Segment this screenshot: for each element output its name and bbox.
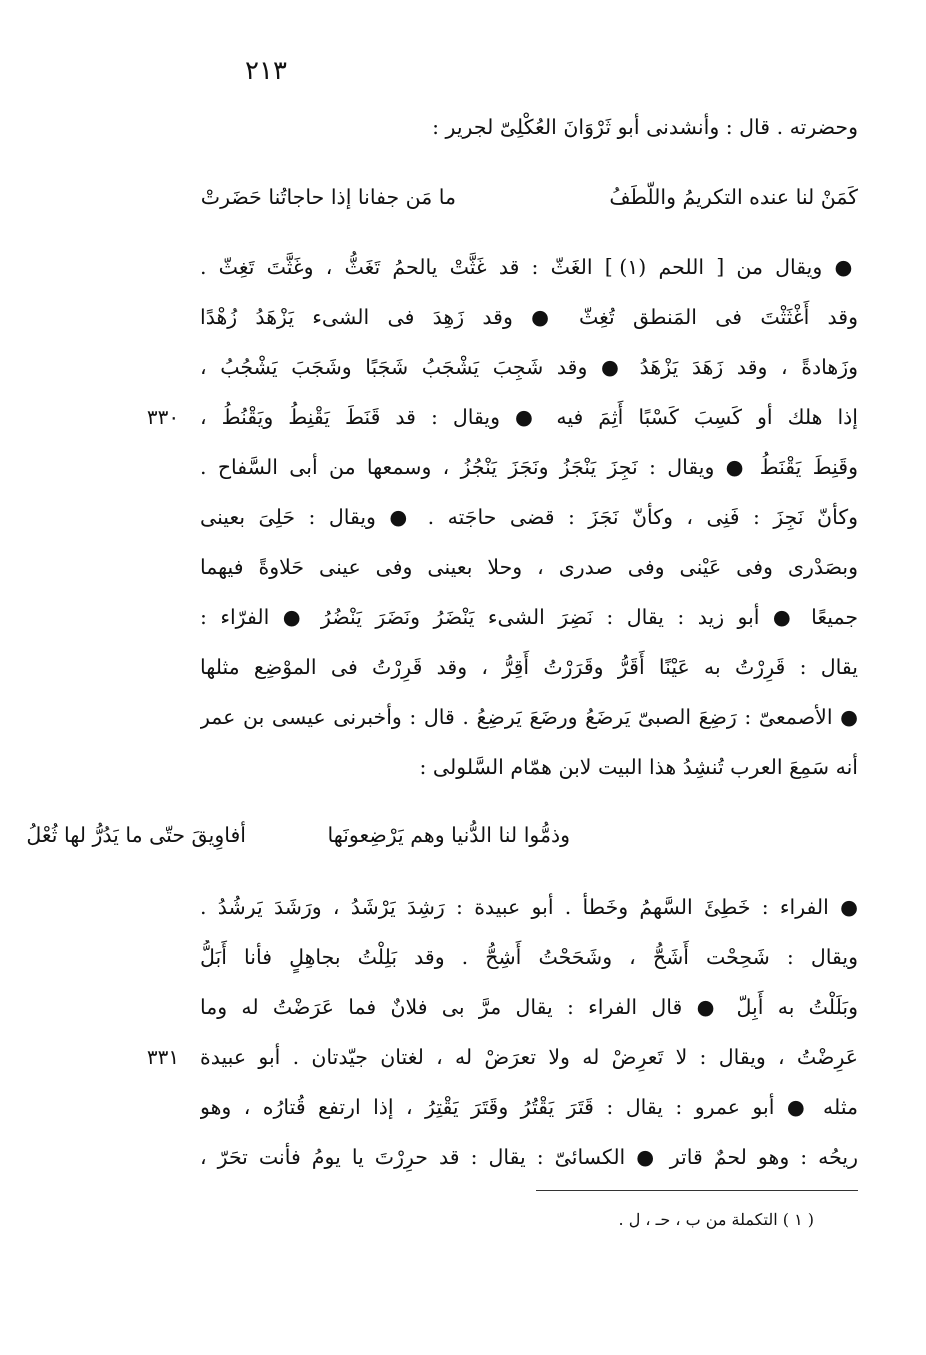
text-line-6: وقَنِطَ يَقْنَطُ ● ويقال : نَجِزَ يَنْجَزُ ونَجَزَ يَنْجُزُ ، وسمعها من أبى السَّفاح .: [200, 455, 858, 479]
margin-number-331: ٣٣١: [146, 1045, 180, 1069]
text-line-1: وحضرته . قال : وأنشدنى أبو ثَرْوَانَ العُكْلِىّ لجرير :: [432, 115, 858, 139]
footnote: ( ١ ) التكملة من ب ، حـ ، ل .: [618, 1210, 814, 1229]
text-line-8: وبصَدْرى وفى عَيْنى وفى صدرى ، وحلا بعينى وفى عينى حَلاوةً فيهما: [200, 555, 858, 579]
text-line-9: جميعًا ● أبو زيد : يقال : نَضِرَ الشىء يَنْضَرُ ونَضَرَ يَنْضُرُ ● الفرّاء :: [200, 605, 858, 629]
footnote-separator: [536, 1190, 858, 1191]
verse-1-first-hemistich: ما مَن جفانا إذا حاجاتُنا حَضَرتْ: [200, 185, 456, 209]
text-line-12: أنه سَمِعَ العرب تُنشِدُ هذا البيت لابن همّام السَّلولى :: [419, 755, 858, 779]
text-line-14: ويقال : شَحِحْت أَشَحُّ ، وشَحَحْتُ أَشِحُّ . وقد بَلِلْتُ بجاهِلٍ فأنا أَبَلُّ: [200, 945, 858, 969]
text-line-15: وبَلَلْتُ به أَبِلّ ● قال الفراء : يقال مرَّ بى فلانٌ فما عَرَضْتُ له وما: [200, 995, 858, 1019]
text-line-3: وقد أَغْثَثْتَ فى المَنطق تُغِثّ ● وقد زَهِدَ فى الشىء يَزْهَدُ زُهْدًا: [200, 305, 858, 329]
verse-1-second-hemistich: كَمَنْ لنا عنده التكريمُ واللّطَفُ: [609, 185, 858, 209]
text-line-11: ● الأصمعىّ : رَضِعَ الصبىّ يَرضَعُ ورضَعَ يَرضِعُ . قال : وأخبرنى عيسى بن عمر: [200, 705, 858, 729]
verse-2-first-hemistich: وذمُّوا لنا الدُّنيا وهم يَرْضِعونَها: [327, 823, 570, 847]
text-line-13: ● الفراء : خَطِئَ السَّهمُ وخَطأ . أبو عبيدة : رَشِدَ يَرْشَدُ ، ورَشَدَ يَرشُدُ .: [200, 895, 858, 919]
text-line-10: يقال : قَرِرْتُ به عَيْنًا أَقَرُّ وقَرَرْتُ أَقِرُّ ، وقد قَرِرْتُ فى الموْضِع مثلها: [200, 655, 858, 679]
text-line-18: ريحُه : وهو لحمٌ قاتر ● الكسائىّ : يقال : قد حرِرْتَ يا يومُ فأنت تحَرّ ،: [200, 1145, 858, 1169]
verse-2-second-hemistich: أفاوِيقَ حتّى ما يَدُرُّ لها ثُعْلُ: [26, 823, 246, 847]
text-line-17: مثله ● أبو عمرو : يقال : قَتَرَ يَقْتُرُ وقَتَرَ يَقْتِرُ ، إذا ارتفع قُتارُه ، وهو: [200, 1095, 858, 1119]
text-line-5: إذا هلك أو كَسِبَ كَسْبًا أَثِمَ فيه ● ويقال : قد قَنَطَ يَقْنِطُ ويَقْنُطُ ،: [200, 405, 858, 429]
text-line-7: وكأنّ نَجِزَ : فَنِى ، وكأنّ نَجَزَ : قضى حاجَته . ● ويقال : حَلِىَ بعينى: [200, 505, 858, 529]
text-line-2: ● ويقال من [ اللحم (١) ] الغَثّ : قد غَثَّتْ يالحمُ تَغَثُّ ، وغَثَّتَ تَغِثّ .: [200, 255, 858, 279]
margin-number-330: ٣٣٠: [146, 405, 180, 429]
text-line-4: وزَهادةً ، وقد زَهَدَ يَزْهَدُ ● وقد شَجِبَ يَشْجَبُ شَجَبًا وشَجَبَ يَشْجُبُ ،: [200, 355, 858, 379]
text-line-16: عَرِضْتُ ، ويقال : لا تَعرِضْ له ولا تعرَضْ له ، لغتان جيّدتان . أبو عبيدة: [200, 1045, 858, 1069]
page-number: ٢١٣: [245, 56, 287, 86]
